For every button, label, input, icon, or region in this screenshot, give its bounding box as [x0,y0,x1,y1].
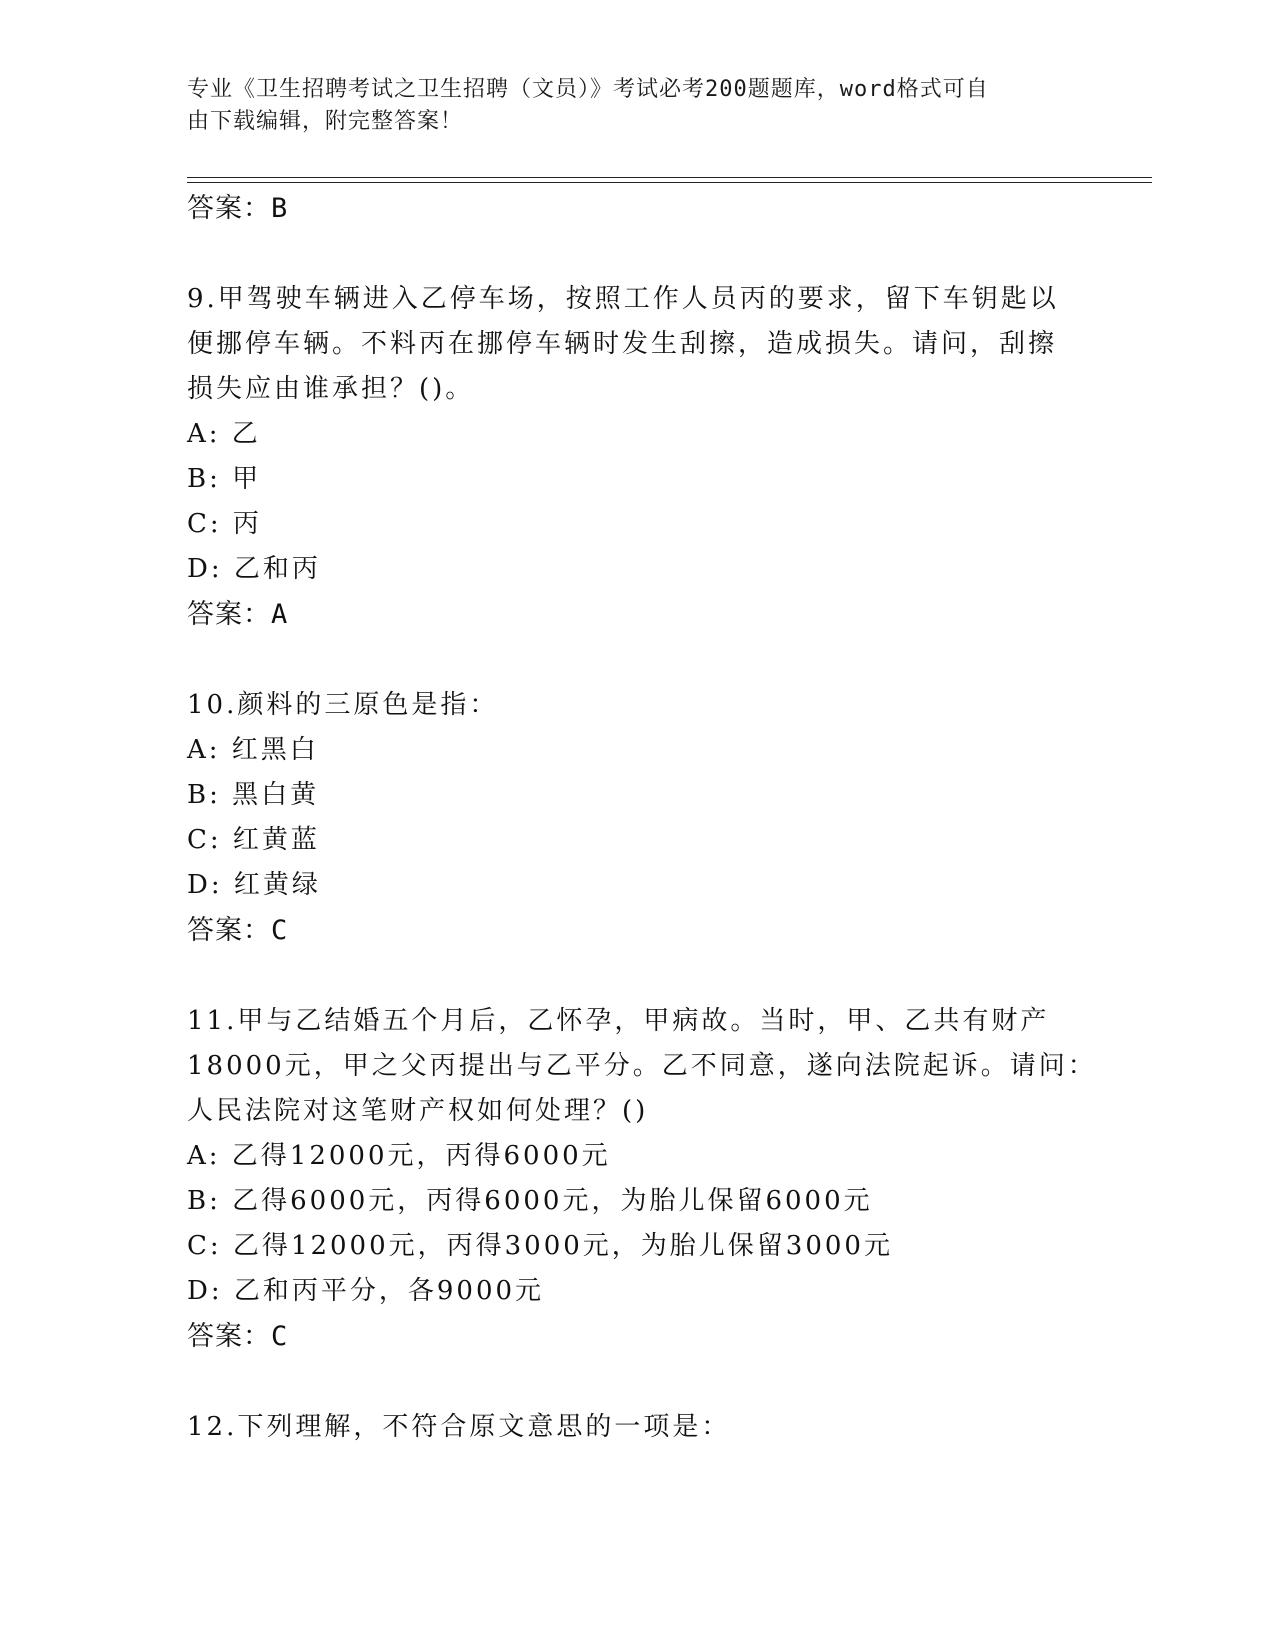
option-b: B: 乙得6000元，丙得6000元，为胎儿保留6000元 [187,1186,873,1216]
header-divider-bottom [187,182,1152,183]
option-a: A: 红黑白 [187,735,319,765]
header-divider-top [187,177,1152,178]
option-c: C: 乙得12000元，丙得3000元，为胎儿保留3000元 [187,1231,893,1261]
answer-line: 答案：C [187,915,289,946]
question-block [187,683,1067,953]
question-block [187,1405,1067,1450]
answer-line: 答案：C [187,1321,289,1352]
question-text-line: 10.颜料的三原色是指： [187,690,499,720]
question-text-line: 18000元，甲之父丙提出与乙平分。乙不同意，遂向法院起诉。请问： [187,1051,1097,1081]
option-c: C: 红黄蓝 [187,825,320,855]
option-a: A: 乙 [187,419,261,449]
option-d: D: 乙和丙平分，各9000元 [187,1276,545,1306]
option-a: A: 乙得12000元，丙得6000元 [187,1141,611,1171]
option-d: D: 乙和丙 [187,554,321,584]
question-list [187,186,1097,1450]
option-d: D: 红黄绿 [187,870,321,900]
option-c: C: 丙 [187,509,262,539]
question-text-line: 11.甲与乙结婚五个月后，乙怀孕，甲病故。当时，甲、乙共有财产 [187,1006,1050,1036]
option-b: B: 甲 [187,464,262,494]
question-text-line: 12.下列理解，不符合原文意思的一项是： [187,1412,731,1442]
header-line-2: 由下载编辑，附完整答案！ [187,109,464,134]
document-header [187,74,1087,138]
option-b: B: 黑白黄 [187,780,320,810]
question-block [187,999,1097,1359]
question-block [187,277,1067,637]
question-text-line: 人民法院对这笔财产权如何处理？() [187,1096,649,1126]
answer-line: 答案：B [187,193,289,224]
question-text-line: 便挪停车辆。不料丙在挪停车辆时发生刮擦，造成损失。请问，刮擦 [187,329,1058,359]
question-text-line: 损失应由谁承担？()。 [187,374,475,404]
header-line-1: 专业《卫生招聘考试之卫生招聘（文员）》考试必考200题题库，word格式可自 [187,77,989,102]
question-text-line: 9.甲驾驶车辆进入乙停车场，按照工作人员丙的要求，留下车钥匙以 [187,284,1059,314]
answer-line: 答案：A [187,599,289,630]
